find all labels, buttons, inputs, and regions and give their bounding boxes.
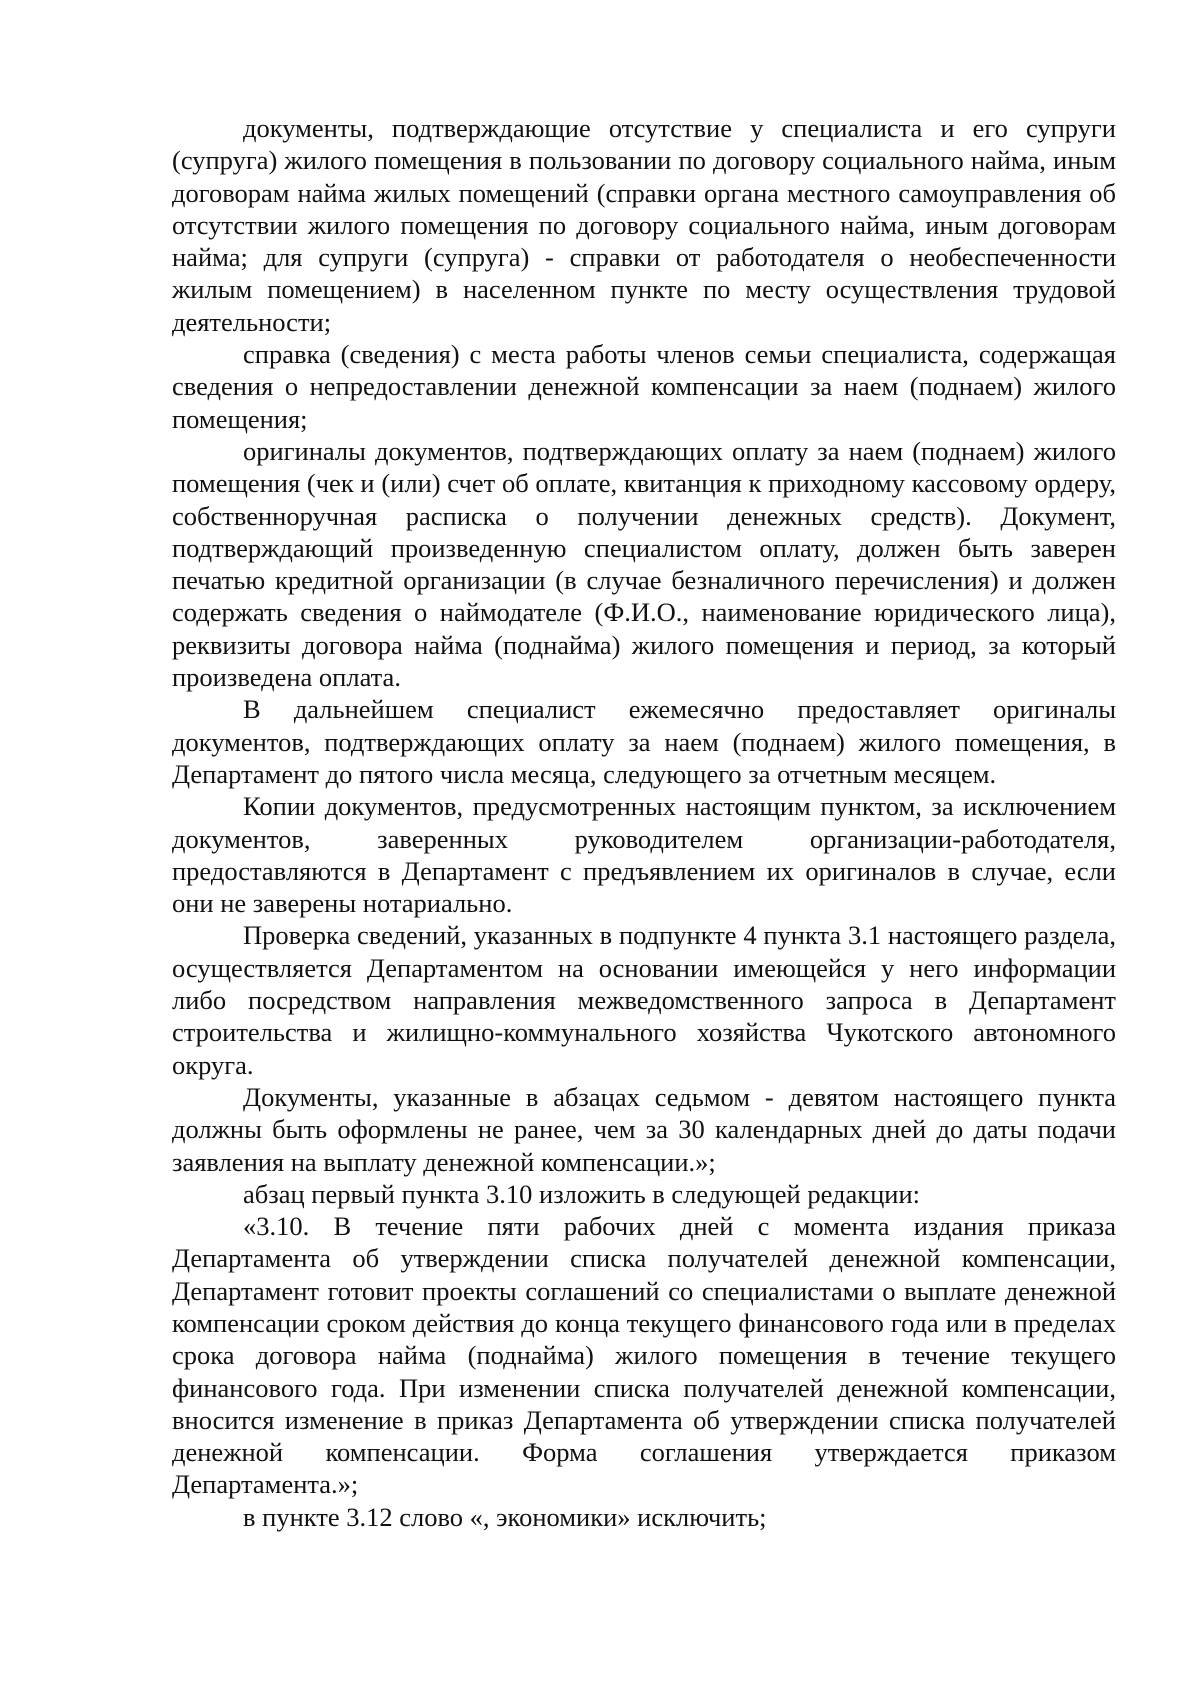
paragraph-information-verification: Проверка сведений, указанных в подпункте 4 пункта 3.1 настоящего раздела, осуществляется Департаментом на основании имеющейся у него информации либо посредством направления межведомственного запроса в Департамент строительства и жилищно-коммунального хозяйства Чукотского автономного округа. [172,920,1116,1080]
paragraph-payment-originals: оригиналы документов, подтверждающих оплату за наем (поднаем) жилого помещения (чек и (или) счет об оплате, квитанция к приходному кассовому ордеру, собственноручная расписка о получении денежных средств). Документ, подтверждающий произведенную специалистом оплату, должен быть заверен печатью кредитной организации (в случае безналичного перечисления) и должен содержать сведения о наймодателе (Ф.И.О., наименование юридического лица), реквизиты договора найма (поднайма) жилого помещения и период, за который произведена оплата. [172,435,1116,693]
paragraph-family-employment-certificate: справка (сведения) с места работы членов семьи специалиста, содержащая сведения о непредоставлении денежной компенсации за наем (поднаем) жилого помещения; [172,339,1116,434]
paragraph-clause-3-10-text: «3.10. В течение пяти рабочих дней с момента издания приказа Департамента об утверждении списка получателей денежной компенсации, Департамент готовит проекты соглашений со специалистами о выплате денежной компенсации сроком действия до конца текущего финансового года или в пределах срока договора найма (поднайма) жилого помещения в течение текущего финансового года. При изменении списка получателей денежной компенсации, вносится изменение в приказ Департамента об утверждении списка получателей денежной компенсации. Форма соглашения утверждается приказом Департамента.»; [172,1211,1116,1500]
paragraph-housing-absence-documents: документы, подтверждающие отсутствие у специалиста и его супруги (супруга) жилого помещения в пользовании по договору социального найма, иным договорам найма жилых помещений (справки органа местного самоуправления об отсутствии жилого помещения по договору социального найма, иным договорам найма; для супруги (супруга) - справки от работодателя о необеспеченности жилым помещением) в населенном пункте по месту осуществления трудовой деятельности; [172,113,1116,337]
paragraph-monthly-submission: В дальнейшем специалист ежемесячно предоставляет оригиналы документов, подтверждающих оплату за наем (поднаем) жилого помещения, в Департамент до пятого числа месяца, следующего за отчетным месяцем. [172,694,1116,789]
paragraph-document-dates: Документы, указанные в абзацах седьмом - девятом настоящего пункта должны быть оформлены не ранее, чем за 30 календарных дней до даты подачи заявления на выплату денежной компенсации.»; [172,1081,1116,1177]
document-body [172,112,1116,1533]
paragraph-amendment-3-10-intro: абзац первый пункта 3.10 изложить в следующей редакции: [243,1178,921,1209]
paragraph-document-copies: Копии документов, предусмотренных настоящим пунктом, за исключением документов, заверенных руководителем организации-работодателя, предоставляются в Департамент с предъявлением их оригиналов в случае, если они не заверены нотариально. [172,791,1116,919]
paragraph-clause-3-12-amendment: в пункте 3.12 слово «, экономики» исключить; [243,1501,767,1532]
